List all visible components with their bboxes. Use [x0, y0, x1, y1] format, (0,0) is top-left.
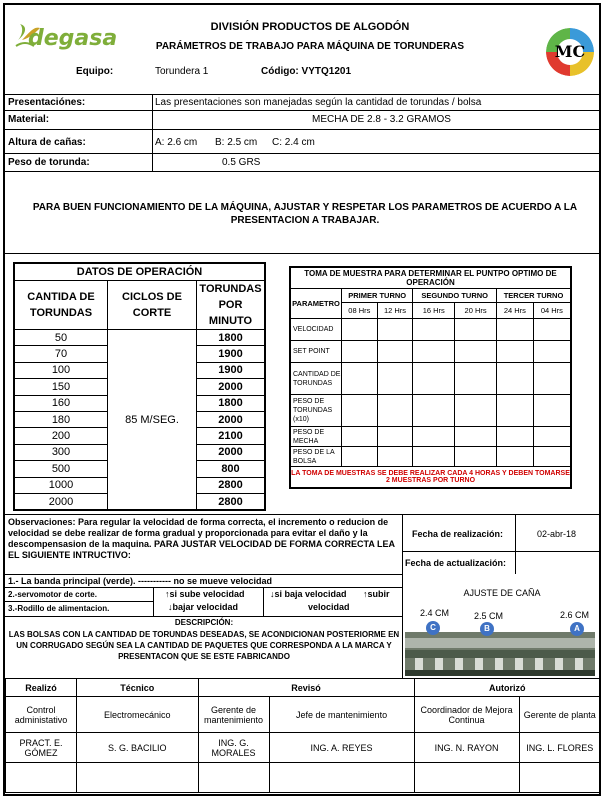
ajuste-c-label: 2.4 CM [420, 608, 450, 618]
material-label: Material: [8, 114, 50, 125]
name: ING. G. MORALES [198, 733, 269, 763]
signature-cell [519, 763, 600, 793]
signature-cell [198, 763, 269, 793]
param-label: PESO DE MECHA [290, 427, 342, 447]
altura-b: B: 2.5 cm [215, 137, 258, 148]
signature-cell [414, 763, 519, 793]
signature-cell [77, 763, 199, 793]
role: Jefe de mantenimiento [269, 697, 414, 733]
table-row-tpm: 1800 [197, 330, 266, 346]
sample-title: TOMA DE MUESTRA PARA DETERMINAR EL PUNTPO OPTIMO DE OPERACIÓN [290, 267, 571, 289]
machine-photo [405, 632, 595, 676]
table-row-tpm: 1800 [197, 395, 266, 411]
hora-header: 12 Hrs [377, 303, 413, 319]
table-row-tpm: 2000 [197, 411, 266, 427]
altura-c: C: 2.4 cm [272, 137, 315, 148]
descripcion-text: LAS BOLSAS CON LA CANTIDAD DE TORUNDAS DESEADAS, SE ACONDICIONAN POSTERIORME EN UN CORRUGADO SEGÚN SEA LA CANTIDAD DE PAQUETES QUE CORRESPONDA A LA MARCA Y PRESENTACON QUE SE ESTE FABRICANDO [8, 630, 400, 661]
table-row-cantidad: 160 [14, 395, 108, 411]
baja-velocidad: ↓si baja velocidad [270, 589, 347, 599]
presentaciones-value: Las presentaciones son manejadas según la cantidad de torundas / bolsa [155, 97, 482, 108]
col-ciclos: CICLOS DE CORTE [108, 281, 197, 330]
sube-velocidad: ↑si sube velocidad [165, 589, 245, 599]
name: PRACT. E. GÓMEZ [6, 733, 77, 763]
table-row-tpm: 2000 [197, 444, 266, 460]
turno-header: PRIMER TURNO [342, 289, 413, 303]
name: ING. L. FLORES [519, 733, 600, 763]
badge-a: A [570, 622, 584, 636]
instructivo-line-2: 2.-servomotor de corte. [8, 590, 97, 599]
fecha-realizacion-value: 02-abr-18 [537, 529, 577, 539]
peso-label: Peso de torunda: [8, 157, 90, 168]
signature-cell [269, 763, 414, 793]
table-row-cantidad: 300 [14, 444, 108, 460]
header-autorizo: Autorizó [414, 679, 600, 697]
hora-header: 08 Hrs [342, 303, 378, 319]
table-row-cantidad: 180 [14, 411, 108, 427]
header-reviso: Revisó [198, 679, 414, 697]
sample-footer: LA TOMA DE MUESTRAS SE DEBE REALIZAR CADA 4 HORAS Y DEBEN TOMARSE 2 MUESTRAS POR TURNO [290, 467, 571, 489]
material-value: MECHA DE 2.8 - 3.2 GRAMOS [312, 114, 451, 125]
table-row-cantidad: 50 [14, 330, 108, 346]
table-row-tpm: 2800 [197, 493, 266, 510]
table-row-tpm: 1900 [197, 362, 266, 378]
altura-a: A: 2.6 cm [155, 137, 198, 148]
ajuste-a-label: 2.6 CM [560, 610, 590, 620]
role: Coordinador de Mejora Continua [414, 697, 519, 733]
notice: PARA BUEN FUNCIONAMIENTO DE LA MÁQUINA, AJUSTAR Y RESPETAR LOS PARAMETROS DE ACUERDO A LA PRESENTACION A TRABAJAR. [32, 202, 578, 226]
page-title: DIVISIÓN PRODUCTOS DE ALGODÓN [210, 21, 410, 33]
ajuste-b-label: 2.5 CM [474, 611, 504, 621]
hora-header: 24 Hrs [497, 303, 534, 319]
hora-header: 20 Hrs [455, 303, 497, 319]
badge-b: B [480, 622, 494, 636]
instructivo-line-1: 1.- La banda principal (verde). ----------- no se mueve velocidad [8, 576, 273, 586]
observaciones: Observaciones: Para regular la velocidad de forma correcta, el incremento o reducion de velocidad se debe realizar de forma gradual y proporcionada para evitar el daño y la descompensasion de la maquina. PARA JUSTAR VELOCIDAD DE FORMA CORRECTA LEA EL SIGUIENTE INTRUCTIVO: [8, 517, 395, 560]
velocidad: velocidad [308, 602, 350, 612]
table-row-tpm: 800 [197, 461, 266, 477]
descripcion-title: DESCRIPCIÓN: [174, 618, 234, 627]
altura-label: Altura de cañas: [8, 137, 86, 148]
role: Electromecánico [77, 697, 199, 733]
turno-header: SEGUNDO TURNO [413, 289, 497, 303]
badge-c: C [426, 621, 440, 635]
hora-header: 04 Hrs [533, 303, 571, 319]
table-row-tpm: 2800 [197, 477, 266, 493]
header-realizo: Realizó [6, 679, 77, 697]
ajuste-title: AJUSTE DE CAÑA [463, 588, 541, 598]
instructivo-line-3: 3.-Rodillo de alimentacion. [8, 604, 110, 613]
name: ING. N. RAYON [414, 733, 519, 763]
fecha-realizacion-label: Fecha de realización: [412, 529, 504, 539]
role: Control administativo [6, 697, 77, 733]
equipo-label: Equipo: [76, 66, 114, 77]
table-row-cantidad: 150 [14, 379, 108, 395]
table-row-tpm: 2100 [197, 428, 266, 444]
ciclos-value: 85 M/SEG. [108, 330, 197, 511]
param-label: VELOCIDAD [290, 319, 342, 341]
hora-header: 16 Hrs [413, 303, 455, 319]
table-row-cantidad: 70 [14, 346, 108, 362]
table-row-cantidad: 100 [14, 362, 108, 378]
signature-cell [6, 763, 77, 793]
param-label: PESO DE TORUNDAS (x10) [290, 395, 342, 427]
codigo: Código: VYTQ1201 [261, 66, 352, 77]
company-name: degasa [28, 26, 118, 51]
equipo-value: Torundera 1 [155, 66, 209, 77]
turno-header: TERCER TURNO [497, 289, 572, 303]
col-torundas-min: TORUNDAS POR MINUTO [197, 281, 266, 330]
table-row-cantidad: 2000 [14, 493, 108, 510]
role: Gerente de planta [519, 697, 600, 733]
fecha-actualizacion-label: Fecha de actualización: [405, 558, 507, 568]
param-label: SET POINT [290, 341, 342, 363]
peso-value: 0.5 GRS [222, 157, 261, 168]
bajar-velocidad: ↓bajar velocidad [168, 602, 239, 612]
operation-title: DATOS DE OPERACIÓN [14, 263, 265, 281]
table-row-cantidad: 200 [14, 428, 108, 444]
sample-table [289, 266, 572, 489]
table-row-tpm: 2000 [197, 379, 266, 395]
operation-data-table [13, 262, 266, 511]
subir: ↑subir [363, 589, 390, 599]
role: Gerente de mantenimiento [198, 697, 269, 733]
param-label: CANTIDAD DE TORUNDAS [290, 363, 342, 395]
name: ING. A. REYES [269, 733, 414, 763]
col-cantidad: CANTIDA DE TORUNDAS [14, 281, 108, 330]
mc-logo [546, 28, 594, 76]
mc-logo-text: MC [554, 42, 586, 61]
header-tecnico: Técnico [77, 679, 199, 697]
table-row-cantidad: 500 [14, 461, 108, 477]
page-subtitle: PARÁMETROS DE TRABAJO PARA MÁQUINA DE TORUNDERAS [155, 41, 465, 52]
parametro-header: PARAMETRO [290, 289, 342, 319]
name: S. G. BACILIO [77, 733, 199, 763]
table-row-cantidad: 1000 [14, 477, 108, 493]
presentaciones-label: Presentaciónes: [8, 97, 86, 108]
table-row-tpm: 1900 [197, 346, 266, 362]
signatures-table [5, 678, 601, 793]
param-label: PESO DE LA BOLSA [290, 447, 342, 467]
